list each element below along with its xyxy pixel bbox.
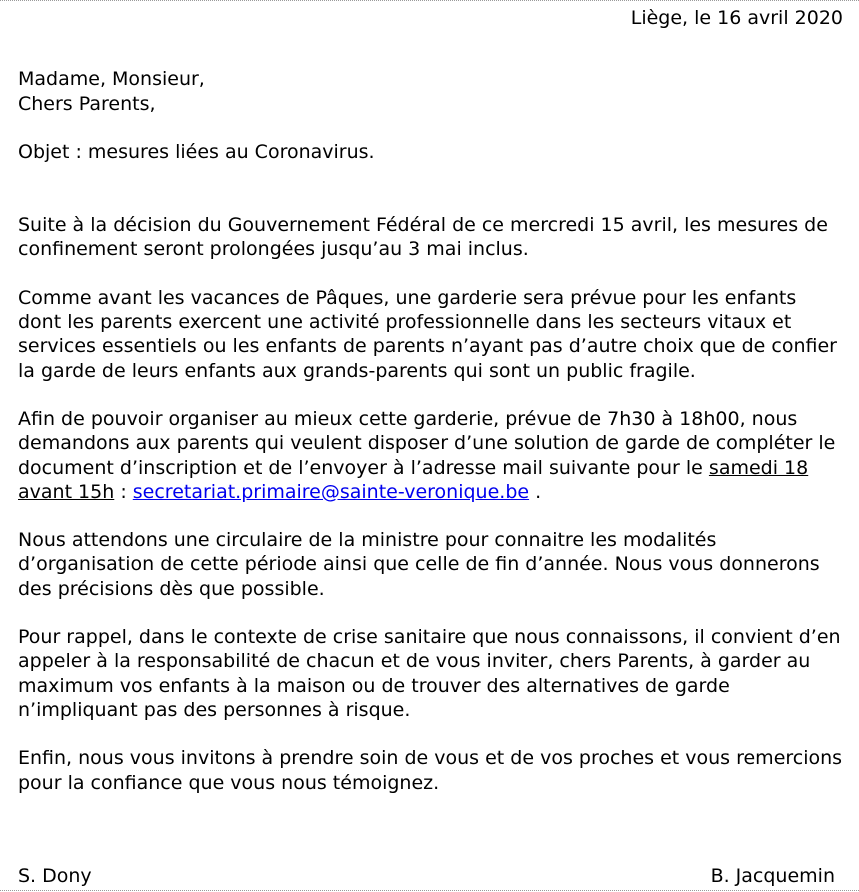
paragraph-closing: Enfin, nous vous invitons à prendre soin de vous et de vos proches et vous remercions pour la confiance que vous nous témoignez.	[18, 747, 843, 794]
deadline-text: samedi 18 avant 15h	[18, 456, 809, 503]
top-border	[0, 0, 859, 1]
paragraph-circulaire: Nous attendons une circulaire de la ministre pour connaitre les modalités d’organisation de cette période ainsi que celle de fin d’année. Nous vous donnerons des précisions dès que possible.	[18, 529, 820, 600]
salutation	[18, 67, 843, 116]
paragraph-inscription	[18, 407, 843, 504]
inscription-text: Afin de pouvoir organiser au mieux cette garderie, prévue de 7h30 à 18h00, nous demandons aux parents qui veulent disposer d’une solution de garde de compléter le document d’inscription et de l’envoyer à l’adresse mail suivante pour le	[18, 407, 836, 479]
subject-line: Objet : mesures liées au Coronavirus.	[18, 140, 375, 163]
salutation-line-2: Chers Parents,	[18, 92, 156, 115]
paragraph-garderie: Comme avant les vacances de Pâques, une garderie sera prévue pour les enfants dont les parents exercent une activité professionnelle dans les secteurs vitaux et services essentiels ou les enfants de parents n’ayant pas d’autre choix que de confier la garde de leurs enfants aux grands-parents qui sont un public fragile.	[18, 286, 837, 382]
bottom-border	[0, 890, 859, 891]
email-link[interactable]: secretariat.primaire@sainte-veronique.be	[132, 480, 530, 503]
signature-left: S. Dony	[18, 865, 92, 887]
signatures	[18, 864, 835, 888]
place-date: Liège, le 16 avril 2020	[630, 7, 843, 29]
signature-right: B. Jacquemin	[710, 865, 835, 887]
salutation-line-1: Madame, Monsieur,	[18, 68, 205, 91]
end-text: .	[529, 480, 542, 503]
letter-body	[18, 6, 843, 795]
paragraph-confinement: Suite à la décision du Gouvernement Fédéral de ce mercredi 15 avril, les mesures de confinement seront prolongées jusqu’au 3 mai inclus.	[18, 214, 828, 261]
paragraph-rappel: Pour rappel, dans le contexte de crise sanitaire que nous connaissons, il convient d’en appeler à la responsabilité de chacun et de vous inviter, chers Parents, à garder au maximum vos enfants à la maison ou de trouver des alternatives de garde n’impliquant pas des personnes à risque.	[18, 626, 841, 721]
separator-text: :	[114, 480, 133, 503]
